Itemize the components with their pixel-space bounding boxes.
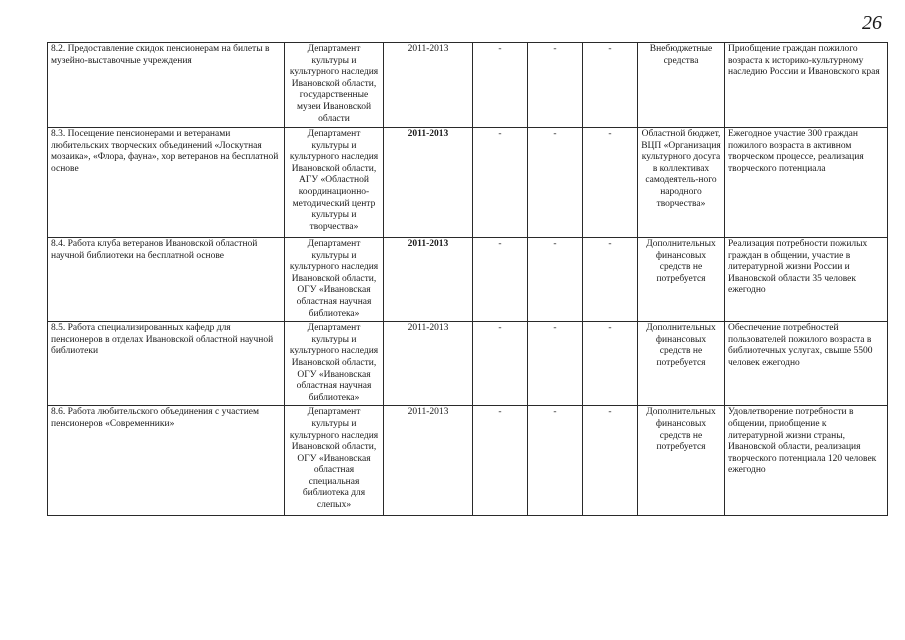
activity-cell: 8.2. Предоставление скидок пенсионерам на билеты в музейно-выставочные учреждения (48, 43, 285, 128)
funding-year-1-cell: - (473, 128, 528, 238)
funding-year-3-cell: - (583, 322, 638, 406)
executor-cell: Департамент культуры и культурного наследия Ивановской области, ОГУ «Ивановская областная специальная библиотека для слепых» (285, 406, 384, 516)
executor-cell: Департамент культуры и культурного наследия Ивановской области, ОГУ «Ивановская областная научная библиотека» (285, 322, 384, 406)
executor-cell: Департамент культуры и культурного наследия Ивановской области, ОГУ «Ивановская областная научная библиотека» (285, 238, 384, 322)
funding-year-1-cell: - (473, 322, 528, 406)
funding-source-cell: Дополнительных финансовых средств не потребуется (638, 406, 725, 516)
funding-year-3-cell: - (583, 238, 638, 322)
expected-result-cell: Ежегодное участие 300 граждан пожилого возраста в активном творческом процессе, реализация творческого потенциала (725, 128, 888, 238)
funding-source-cell: Внебюджетные средства (638, 43, 725, 128)
executor-cell: Департамент культуры и культурного наследия Ивановской области, государственные музеи Ивановской области (285, 43, 384, 128)
activity-cell: 8.5. Работа специализированных кафедр для пенсионеров в отделах Ивановской областной научной библиотеки (48, 322, 285, 406)
period-cell: 2011-2013 (384, 406, 473, 516)
table-row (48, 406, 888, 516)
period-cell: 2011-2013 (384, 322, 473, 406)
funding-year-2-cell: - (528, 43, 583, 128)
funding-source-cell: Дополнительных финансовых средств не потребуется (638, 238, 725, 322)
expected-result-cell: Реализация потребности пожилых граждан в общении, участие в литературной жизни России и Ивановской области 35 человек ежегодно (725, 238, 888, 322)
funding-year-2-cell: - (528, 322, 583, 406)
program-activities-table (47, 42, 888, 516)
table-row (48, 128, 888, 238)
funding-year-3-cell: - (583, 43, 638, 128)
funding-source-cell: Областной бюджет, ВЦП «Организация культурного досуга в коллективах самодеятель-ного народного творчества» (638, 128, 725, 238)
activity-cell: 8.6. Работа любительского объединения с участием пенсионеров «Современники» (48, 406, 285, 516)
expected-result-cell: Приобщение граждан пожилого возраста к историко-культурному наследию России и Ивановского края (725, 43, 888, 128)
expected-result-cell: Удовлетворение потребности в общении, приобщение к литературной жизни страны, Ивановской области, реализация творческого потенциала 120 человек ежегодно (725, 406, 888, 516)
period-cell: 2011-2013 (384, 128, 473, 238)
activity-cell: 8.3. Посещение пенсионерами и ветеранами любительских творческих объединений «Лоскутная мозаика», «Флора, фауна», хор ветеранов на бесплатной основе (48, 128, 285, 238)
funding-source-cell: Дополнительных финансовых средств не потребуется (638, 322, 725, 406)
expected-result-cell: Обеспечение потребностей пользователей пожилого возраста в библиотечных услугах, свыше 5500 человек ежегодно (725, 322, 888, 406)
period-cell: 2011-2013 (384, 238, 473, 322)
funding-year-3-cell: - (583, 128, 638, 238)
table-row (48, 238, 888, 322)
funding-year-2-cell: - (528, 128, 583, 238)
period-cell: 2011-2013 (384, 43, 473, 128)
table-row (48, 322, 888, 406)
funding-year-2-cell: - (528, 406, 583, 516)
funding-year-2-cell: - (528, 238, 583, 322)
table-row (48, 43, 888, 128)
funding-year-3-cell: - (583, 406, 638, 516)
executor-cell: Департамент культуры и культурного наследия Ивановской области, АГУ «Областной координационно-методический центр культуры и творчества» (285, 128, 384, 238)
funding-year-1-cell: - (473, 406, 528, 516)
page-number: 26 (862, 12, 882, 34)
funding-year-1-cell: - (473, 43, 528, 128)
activity-cell: 8.4. Работа клуба ветеранов Ивановской областной научной библиотеки на бесплатной основе (48, 238, 285, 322)
funding-year-1-cell: - (473, 238, 528, 322)
